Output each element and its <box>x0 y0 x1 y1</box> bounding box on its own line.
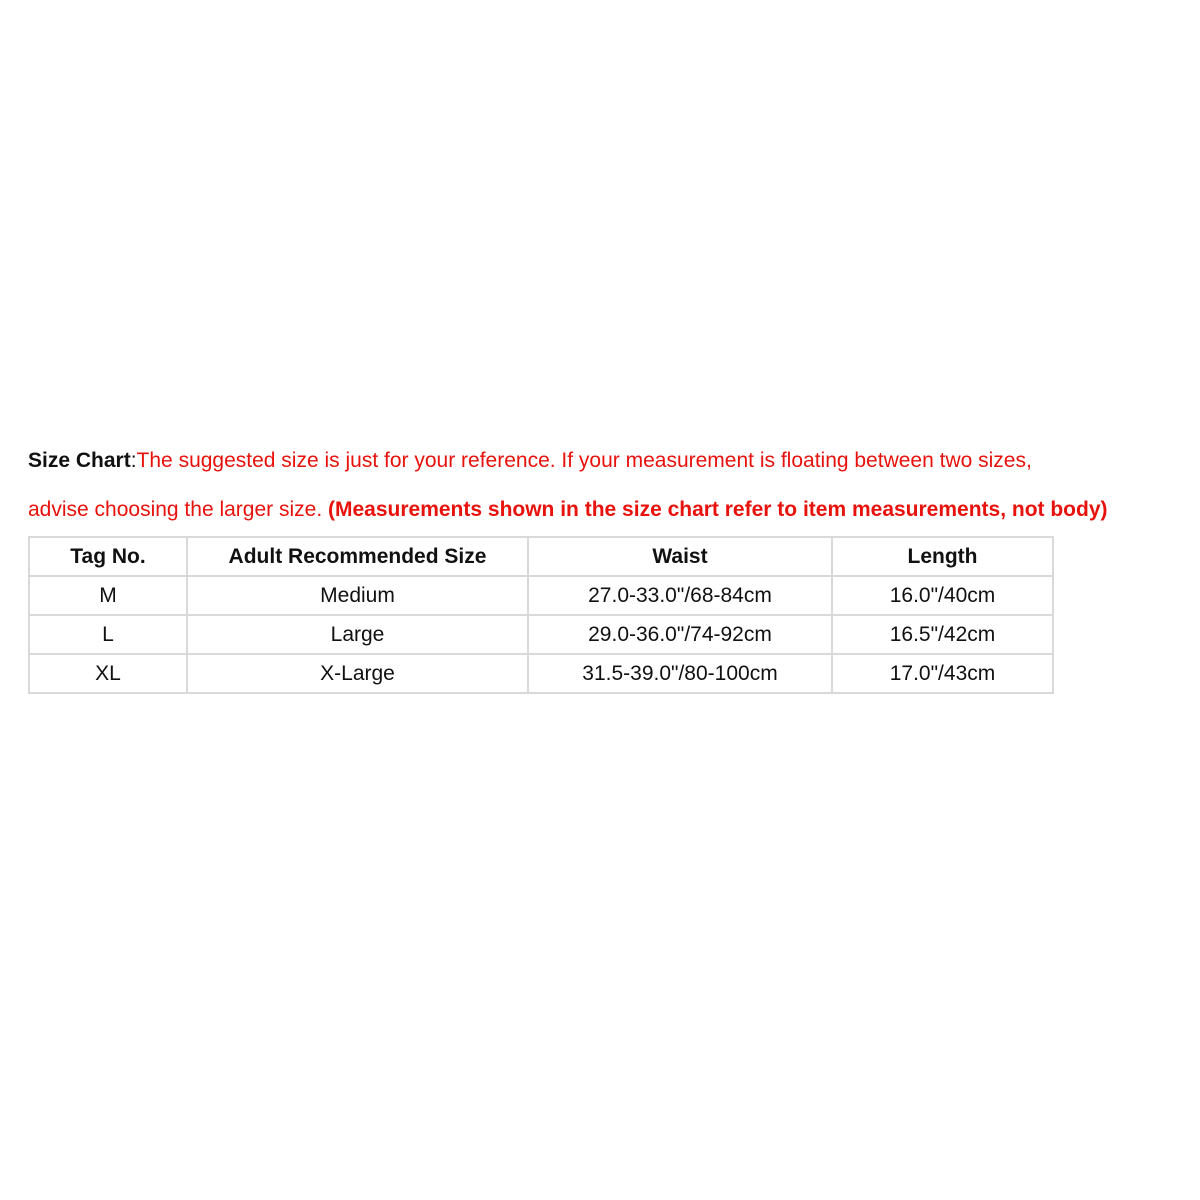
table-row <box>29 576 1053 615</box>
header-length: Length <box>832 537 1053 576</box>
cell-waist: 29.0-36.0"/74-92cm <box>528 615 832 654</box>
intro-text-1: The suggested size is just for your reference. If your measurement is floating between two sizes, <box>136 449 1032 472</box>
intro-line-1 <box>28 436 1188 485</box>
cell-waist: 31.5-39.0"/80-100cm <box>528 654 832 693</box>
size-table <box>28 536 1054 694</box>
intro-text-2: advise choosing the larger size. <box>28 498 328 521</box>
header-adult-recommended-size: Adult Recommended Size <box>187 537 528 576</box>
table-row <box>29 615 1053 654</box>
table-header-row <box>29 537 1053 576</box>
cell-tag-no: M <box>29 576 187 615</box>
cell-adult-size: Large <box>187 615 528 654</box>
cell-waist: 27.0-33.0"/68-84cm <box>528 576 832 615</box>
cell-length: 16.5"/42cm <box>832 615 1053 654</box>
size-chart-intro <box>28 436 1188 534</box>
header-tag-no: Tag No. <box>29 537 187 576</box>
measurement-note: (Measurements shown in the size chart refer to item measurements, not body) <box>328 498 1108 521</box>
intro-line-2 <box>28 485 1188 534</box>
header-waist: Waist <box>528 537 832 576</box>
cell-adult-size: Medium <box>187 576 528 615</box>
table-row <box>29 654 1053 693</box>
label-separator: : <box>130 449 137 472</box>
cell-length: 17.0"/43cm <box>832 654 1053 693</box>
cell-length: 16.0"/40cm <box>832 576 1053 615</box>
size-chart-label: Size Chart <box>28 449 131 472</box>
cell-adult-size: X-Large <box>187 654 528 693</box>
cell-tag-no: L <box>29 615 187 654</box>
cell-tag-no: XL <box>29 654 187 693</box>
